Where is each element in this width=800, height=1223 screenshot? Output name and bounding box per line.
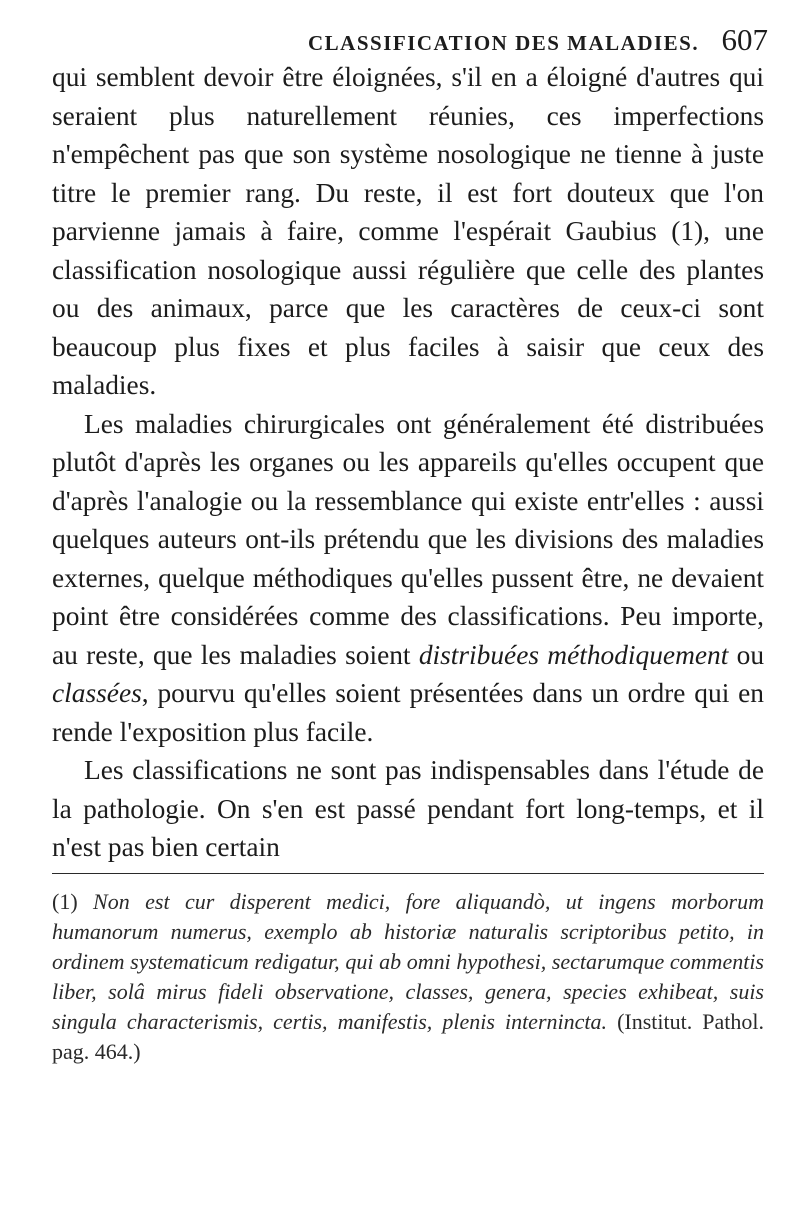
footnote-reference: (Institut. Pathol. pag. 464.) xyxy=(52,1009,765,1064)
paragraph-2-part-a: Les maladies chirurgicales ont généralement été distribuées plutôt d'après les organes ou les appareils qu'elles occupent que d'après l'analogie ou la ressemblance qui existe entr'elles : aussi quelques auteurs ont-ils prétendu que les divisions des maladies externes, quelque méthodiques qu'elles pussent être, ne devaient point être considérées comme des classifications. Peu importe, au reste, que les maladies soient xyxy=(52,408,764,670)
paragraph-3: Les classifications ne sont pas indispensables dans l'étude de la pathologie. On s'en est passé pendant fort long-temps, et il n'est pas bien certain xyxy=(52,755,764,862)
italic-phrase-classees: classées xyxy=(52,678,142,708)
italic-phrase-distribuees: distribuées méthodiquement xyxy=(418,639,729,670)
paragraph-1: qui semblent devoir être éloignées, s'il en a éloigné d'autres qui seraient plus naturellement réunies, ces imperfections n'empêchent pas que son système nosologique ne tienne à juste titre le premier rang. Du reste, il est fort douteux que l'on parvienne jamais à faire, comme l'espérait Gaubius (1), une classification nosologique aussi régulière que celle des plantes ou des animaux, parce que les caractères de ceux-ci sont beaucoup plus fixes et plus faciles à saisir que ceux des maladies. xyxy=(52,62,764,400)
paragraph-2 xyxy=(52,405,764,752)
main-text xyxy=(52,58,764,867)
footnote-mark: (1) xyxy=(52,889,78,914)
paragraph-2-part-c: , pourvu qu'elles soient présentées dans un ordre qui en rende l'exposition plus facile. xyxy=(52,678,764,747)
page-number: 607 xyxy=(721,22,768,57)
paragraph-2-part-b: ou xyxy=(728,639,765,670)
footnote-text: Non est cur disperent medici, fore aliquandò, ut ingens morborum humanorum numerus, exemplo ab historiæ naturalis scriptoribus petito, in ordinem systematicum redigatur, qui ab omni hypothesi, sectarumque commentis liber, solâ mirus fideli observatione, classes, genera, species exhibeat, suis singula characterismis, certis, manifestis, plenis internincta. xyxy=(52,889,764,1034)
running-title: CLASSIFICATION DES MALADIES. xyxy=(308,31,700,55)
footnote xyxy=(52,887,764,1067)
page-header xyxy=(55,22,768,62)
footnote-divider xyxy=(52,873,764,874)
